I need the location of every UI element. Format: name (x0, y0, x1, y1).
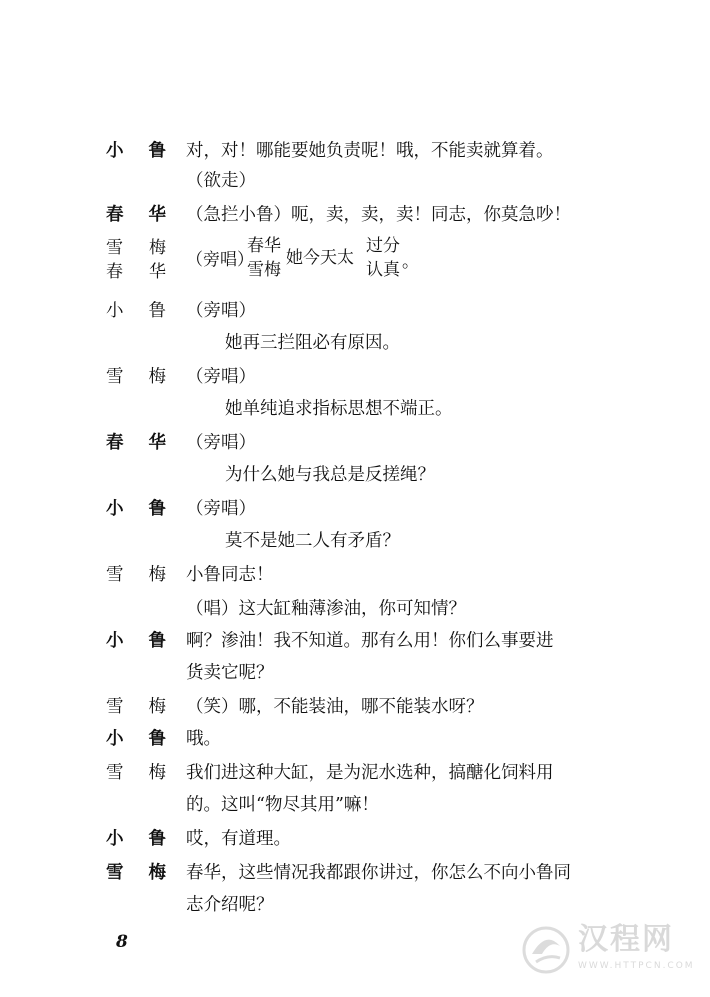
speaker-name (106, 296, 166, 326)
speaker-char: 小 (106, 729, 124, 749)
speaker-char: 华 (149, 262, 166, 282)
sung-line (0, 328, 710, 358)
speaker-char: 鲁 (148, 141, 166, 161)
speaker-name-top (106, 236, 166, 260)
speaker-char: 梅 (148, 697, 166, 717)
stage-direction-line (0, 166, 710, 196)
watermark-url: WWW.HTTPCN.COM (578, 961, 695, 971)
watermark-logo-icon (520, 924, 572, 976)
speaker-char: 梅 (148, 763, 166, 783)
dialogue-text: 对，对！哪能要她负责呢！哦，不能卖就算着。 (186, 141, 554, 161)
speaker-char: 梅 (148, 863, 166, 883)
speaker-char: 梅 (148, 565, 166, 585)
speaker-char: 雪 (106, 238, 123, 258)
dialogue-line (0, 494, 710, 524)
speaker-char: 华 (148, 433, 166, 453)
speaker-name (106, 428, 166, 458)
speaker-char: 雪 (106, 863, 124, 883)
speaker-char: 春 (106, 262, 123, 282)
speaker-char: 鲁 (148, 301, 166, 321)
speaker-char: 小 (106, 301, 124, 321)
speaker-char: 梅 (149, 238, 166, 258)
dialogue-text: 哎，有道理。 (186, 829, 291, 849)
sung-text: （唱）这大缸釉薄渗油，你可知情？ (186, 599, 466, 619)
dialogue-line (0, 296, 710, 326)
watermark (520, 920, 700, 980)
dialogue-line (0, 362, 710, 392)
duet-ending: 。 (402, 252, 419, 272)
speaker-char: 小 (106, 829, 124, 849)
sung-line (0, 394, 710, 424)
speaker-name (106, 724, 166, 754)
dialogue-line (0, 428, 710, 458)
speaker-char: 华 (148, 205, 166, 225)
duet-block (0, 234, 710, 290)
duet-adjective-bottom: 认真 (366, 260, 400, 280)
speaker-char: 小 (106, 499, 124, 519)
sung-text: 她单纯追求指标思想不端正。 (225, 399, 453, 419)
sung-line (0, 594, 710, 624)
sung-text: 莫不是她二人有矛盾？ (225, 531, 400, 551)
stage-direction-text: （欲走） (186, 171, 256, 191)
speaker-name (106, 858, 166, 888)
dialogue-continuation (0, 890, 710, 920)
speaker-char: 鲁 (148, 499, 166, 519)
speaker-name (106, 362, 166, 392)
dialogue-text: 货卖它呢？ (186, 663, 274, 683)
speaker-name (106, 824, 166, 854)
dialogue-text: 哦。 (186, 729, 221, 749)
dialogue-line (0, 724, 710, 754)
speaker-char: 雪 (106, 367, 124, 387)
speaker-char: 雪 (106, 763, 124, 783)
speaker-name (106, 560, 166, 590)
dialogue-continuation (0, 790, 710, 820)
duet-middle: 她今天太 (286, 248, 354, 268)
speaker-name (106, 626, 166, 656)
duet-adjective-top: 过分 (366, 236, 400, 256)
dialogue-text: 小鲁同志！ (186, 565, 274, 585)
duet-label: （旁唱） (186, 250, 254, 270)
sung-text: 为什么她与我总是反搓绳？ (225, 465, 435, 485)
speaker-name (106, 494, 166, 524)
dialogue-line (0, 692, 710, 722)
duet-subject-top: 春华 (247, 236, 281, 256)
dialogue-text: 志介绍呢？ (186, 895, 274, 915)
dialogue-line (0, 560, 710, 590)
speaker-name (106, 136, 166, 166)
dialogue-text: （笑）哪，不能装油，哪不能装水呀？ (186, 697, 484, 717)
speaker-char: 春 (106, 433, 124, 453)
speaker-char: 春 (106, 205, 124, 225)
speaker-char: 雪 (106, 697, 124, 717)
dialogue-text: （旁唱） (186, 433, 256, 453)
speaker-char: 小 (106, 631, 124, 651)
speaker-char: 小 (106, 141, 124, 161)
speaker-name-bottom (106, 260, 166, 284)
dialogue-text: （旁唱） (186, 367, 256, 387)
dialogue-text: （旁唱） (186, 499, 256, 519)
dialogue-text: （急拦小鲁）呃，卖，卖，卖！同志，你莫急吵！ (186, 205, 571, 225)
dialogue-text: 的。这叫“物尽其用”嘛！ (186, 795, 379, 815)
sung-text: 她再三拦阻必有原因。 (225, 333, 400, 353)
speaker-name (106, 200, 166, 230)
speaker-char: 鲁 (148, 729, 166, 749)
dialogue-continuation (0, 658, 710, 688)
dialogue-line (0, 824, 710, 854)
speaker-name (106, 758, 166, 788)
speaker-char: 雪 (106, 565, 124, 585)
dialogue-line (0, 758, 710, 788)
dialogue-text: 我们进这种大缸，是为泥水选种，搞醣化饲料用 (186, 763, 554, 783)
dialogue-text: （旁唱） (186, 301, 256, 321)
watermark-brand: 汉程网 (578, 922, 674, 957)
dialogue-line (0, 626, 710, 656)
dialogue-text: 啊？渗油！我不知道。那有么用！你们么事要进 (186, 631, 554, 651)
sung-line (0, 460, 710, 490)
page-number: 8 (116, 932, 128, 952)
duet-subject-bottom: 雪梅 (247, 260, 281, 280)
speaker-char: 鲁 (148, 631, 166, 651)
speaker-char: 梅 (148, 367, 166, 387)
dialogue-text: 春华，这些情况我都跟你讲过，你怎么不向小鲁同 (186, 863, 571, 883)
dialogue-line (0, 136, 710, 166)
dialogue-line (0, 858, 710, 888)
sung-line (0, 526, 710, 556)
speaker-char: 鲁 (148, 829, 166, 849)
speaker-name (106, 692, 166, 722)
dialogue-line (0, 200, 710, 230)
